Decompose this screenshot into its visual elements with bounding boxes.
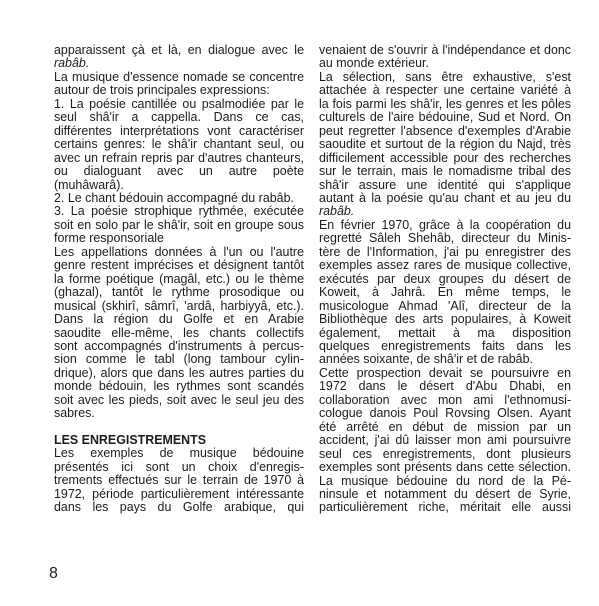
text-line: ou dialoguant avec un autre poète <box>54 164 304 179</box>
right-text-column <box>319 44 571 515</box>
text-line: La sélection, sans être exhaustive, s'est <box>319 69 571 84</box>
section-heading: LES ENREGISTREMENTS <box>54 432 207 447</box>
text-line: 1. La poésie cantillée ou psalmodiée par le <box>54 96 304 111</box>
text-line: (ghazal), tantôt le rythme prosodique ou <box>54 285 304 300</box>
text-line: sur le terrain, mais le nomadisme tribal des <box>319 164 571 179</box>
text-line: trements effectués sur le terrain de 1970 à <box>54 473 304 488</box>
text-line: Les exemples de musique bédouine <box>54 446 304 461</box>
text-line: soit en solo par le shâ'ir, soit en groupe sous <box>54 217 304 232</box>
text-line: sont accompagnés d'instruments à percus- <box>54 338 304 353</box>
text-line: la forme poétique (magâl, etc.) ou le thème <box>54 271 304 286</box>
text-line: musicologue Ahmad 'Alî, directeur de la <box>319 298 571 313</box>
text-line: au monde extérieur. <box>319 56 429 71</box>
text-line: la fois parmi les shâ'ir, les genres et les pôles <box>319 96 571 111</box>
text-line: Koweit, à Jahrâ. En même temps, le <box>319 285 571 300</box>
page-number: 8 <box>49 565 58 582</box>
text-line: seul ces enregistrements, dont plusieurs <box>319 446 571 461</box>
text-line: présentés ici sont un choix d'enregis- <box>54 459 304 474</box>
text-line: regretté Sâleh Shehâb, directeur du Minis- <box>319 231 571 246</box>
text-line: saoudite et surtout de la région du Najd, très <box>319 137 571 152</box>
text-line: exemples assez rares de musique collective, <box>319 258 571 273</box>
text-line: Dans la région du Golfe et en Arabie <box>54 312 304 327</box>
text-line: culturels de l'aire bédouine, Sud et Nord. On <box>319 110 571 125</box>
text-line: drique), alors que dans les autres parties du <box>54 365 304 380</box>
text-line: certains genres: le shâ'ir chantant seul, ou <box>54 137 304 152</box>
text-line: musical (skhirî, sâmrî, 'ardâ, harbiyyâ, etc.). <box>54 298 304 313</box>
text-line: cologue danois Poul Rovsing Olsen. Ayant <box>319 406 571 421</box>
text-line: Cette prospection devait se poursuivre en <box>319 365 571 380</box>
text-line: shâ'ir assure une identité qui s'applique <box>319 177 571 192</box>
text-line: particulièrement riche, méritait elle aussi <box>319 500 571 515</box>
text-line: Bibliothèque des arts populaires, à Koweit <box>319 312 571 327</box>
text-line: autour de trois principales expressions: <box>54 83 270 98</box>
text-line: également, mettait à ma disposition <box>319 325 571 340</box>
text-line: 3. La poésie strophique rythmée, exécutée <box>54 204 304 219</box>
text-line: ninsule et notamment du désert de Syrie, <box>319 486 571 501</box>
text-line: dans les pays du Golfe arabique, qui <box>54 499 304 514</box>
text-line: différentes interprétations vont caractériser <box>54 123 304 138</box>
text-line: seul shâ'ir a cappella. Dans ce cas, <box>54 110 304 125</box>
text-line: La musique d'essence nomade se concentre <box>54 69 304 84</box>
text-line: venaient de s'ouvrir à l'indépendance et donc <box>319 43 571 57</box>
text-line: monde bédouin, les rythmes sont scandés <box>54 379 304 394</box>
text-line: soit avec les pieds, soit avec le seul jeu des <box>54 392 304 407</box>
text-line: La musique bédouine du nord de la Pé- <box>319 473 571 488</box>
text-line: exemples sont présents dans cette sélection. <box>319 460 571 475</box>
text-line: (muhâwarâ). <box>54 177 124 192</box>
text-line: années soixante, de shâ'ir et de rabâb. <box>319 352 533 367</box>
text-line: avec un refrain repris par d'autres chanteurs, <box>54 150 304 165</box>
text-line: difficilement accessible pour des recherches <box>319 150 571 165</box>
text-line: autant à la poésie qu'au chant et au jeu du <box>319 190 571 205</box>
text-line: Les appellations données à l'un ou l'autre <box>54 244 304 259</box>
text-line: apparaissent çà et là, en dialogue avec le <box>54 43 304 57</box>
text-line: exécutés par deux groupes du désert de <box>319 271 571 286</box>
text-line: peut regretter l'absence d'exemples d'Arabie <box>319 123 571 138</box>
text-line: sabres. <box>54 406 95 421</box>
text-line: rabâb. <box>319 204 355 219</box>
text-line: sion comme le tabl (long tambour cylin- <box>54 352 304 367</box>
text-line: quelques enregistrements faits dans les <box>319 338 571 353</box>
text-line: rabâb. <box>54 56 90 71</box>
text-line: 2. Le chant bédouin accompagné du rabâb. <box>54 190 294 205</box>
text-line: 1972, période particulièrement intéressante <box>54 486 304 501</box>
text-line: forme responsoriale <box>54 231 164 246</box>
left-text-column <box>54 44 304 514</box>
text-line: En février 1970, grâce à la coopération du <box>319 217 571 232</box>
text-line: collaboration avec mon ami l'ethnomusi- <box>319 392 571 407</box>
text-line: accident, j'ai dû laisser mon ami poursuivre <box>319 433 571 448</box>
text-line: saoudite elle-même, les chants collectifs <box>54 325 304 340</box>
text-line: été arrêté en début de mission par un <box>319 419 571 434</box>
text-line: attachée à respecter une certaine variété à <box>319 83 571 98</box>
text-line: genre restent imprécises et désignent tantôt <box>54 258 304 273</box>
text-line: 1972 dans le désert d'Abu Dhabi, en <box>319 379 571 394</box>
text-line: tère de l'Information, j'ai pu enregistrer des <box>319 244 571 259</box>
